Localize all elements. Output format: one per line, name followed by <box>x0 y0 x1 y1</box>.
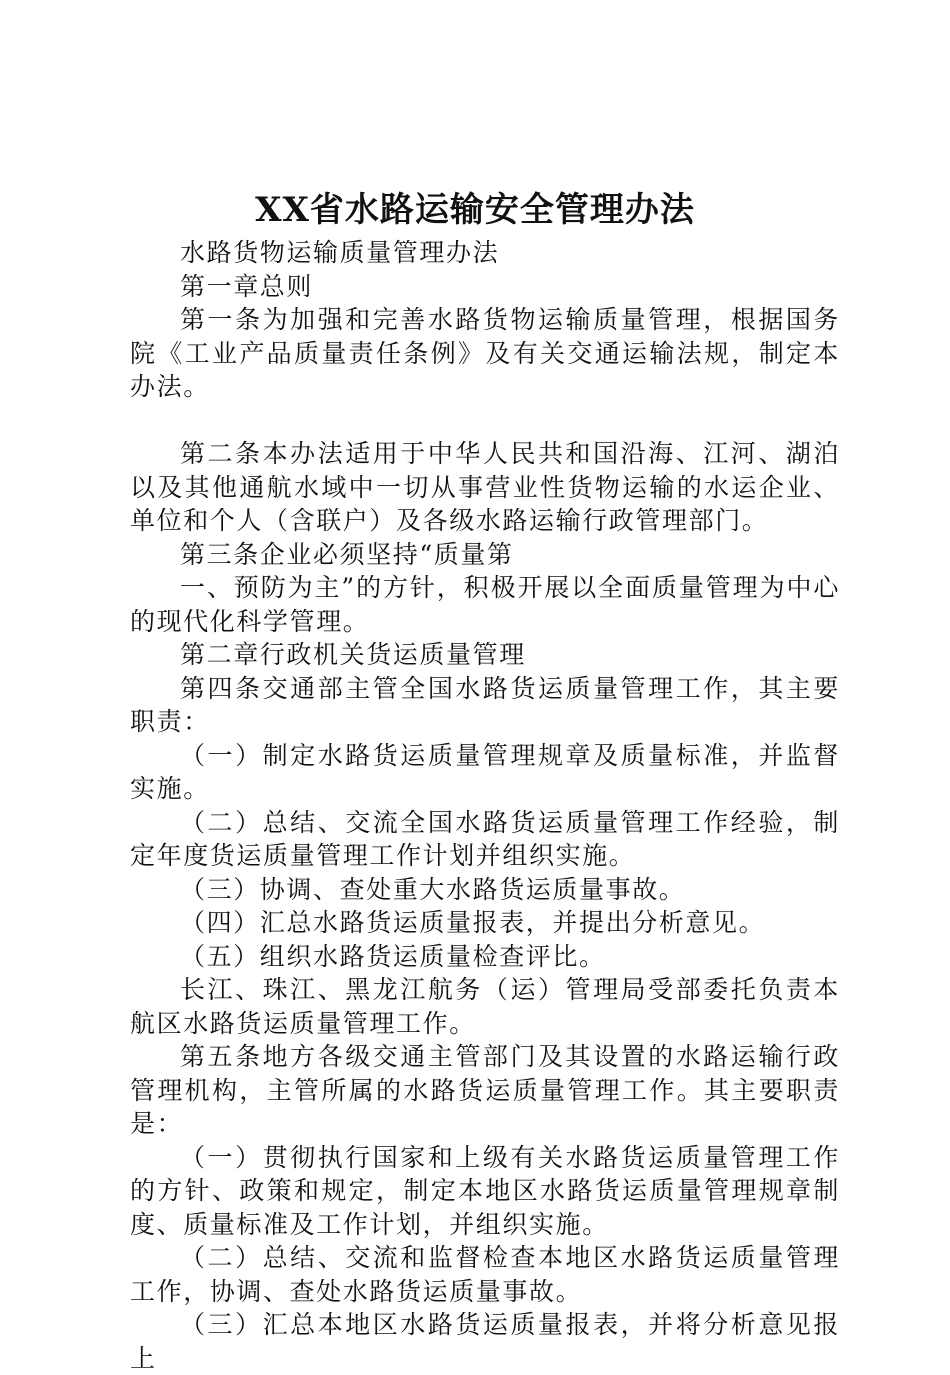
paragraph-article-4-item-3: （三）协调、查处重大水路货运质量事故。 <box>180 874 686 904</box>
paragraph-chapter-1: 第一章总则 <box>180 271 314 301</box>
paragraph-article-3: 第三条企业必须坚持“质量第 <box>180 539 514 569</box>
paragraph-article-4: 第四条交通部主管全国水路货运质量管理工作，其主要职责： <box>130 673 840 736</box>
paragraph-article-5-item-3: （三）汇总本地区水路货运质量报表，并将分析意见报上 <box>130 1310 840 1373</box>
paragraph-article-1: 第一条为加强和完善水路货物运输质量管理，根据国务院《工业产品质量责任条例》及有关交通运输法规，制定本办法。 <box>130 305 840 401</box>
document-body <box>130 236 840 1375</box>
paragraph-article-5-item-2: （二）总结、交流和监督检查本地区水路货运质量管理工作，协调、查处水路货运质量事故。 <box>130 1243 840 1306</box>
document-title: XX省水路运输安全管理办法 <box>255 190 695 230</box>
paragraph-article-4-item-4: （四）汇总水路货运质量报表，并提出分析意见。 <box>180 908 766 937</box>
paragraph-article-4-item-5: （五）组织水路货运质量检查评比。 <box>180 941 606 971</box>
paragraph-article-3-continued: 一、预防为主”的方针，积极开展以全面质量管理为中心的现代化科学管理。 <box>130 573 840 636</box>
paragraph-article-4-note: 长江、珠江、黑龙江航务（运）管理局受部委托负责本航区水路货运质量管理工作。 <box>130 975 840 1038</box>
paragraph-chapter-2: 第二章行政机关货运质量管理 <box>180 640 526 669</box>
paragraph-article-4-item-1: （一）制定水路货运质量管理规章及质量标准，并监督实施。 <box>130 740 840 803</box>
paragraph-article-5-item-1: （一）贯彻执行国家和上级有关水路货运质量管理工作的方针、政策和规定，制定本地区水路货运质量管理规章制度、质量标准及工作计划，并组织实施。 <box>130 1142 840 1239</box>
paragraph-article-5: 第五条地方各级交通主管部门及其设置的水路运输行政管理机构，主管所属的水路货运质量管理工作。其主要职责是： <box>130 1042 840 1138</box>
paragraph-subtitle: 水路货物运输质量管理办法 <box>180 238 500 267</box>
paragraph-article-4-item-2: （二）总结、交流全国水路货运质量管理工作经验，制定年度货运质量管理工作计划并组织实施。 <box>130 807 840 870</box>
paragraph-article-2: 第二条本办法适用于中华人民共和国沿海、江河、湖泊以及其他通航水域中一切从事营业性货物运输的水运企业、单位和个人（含联户）及各级水路运输行政管理部门。 <box>130 439 840 535</box>
